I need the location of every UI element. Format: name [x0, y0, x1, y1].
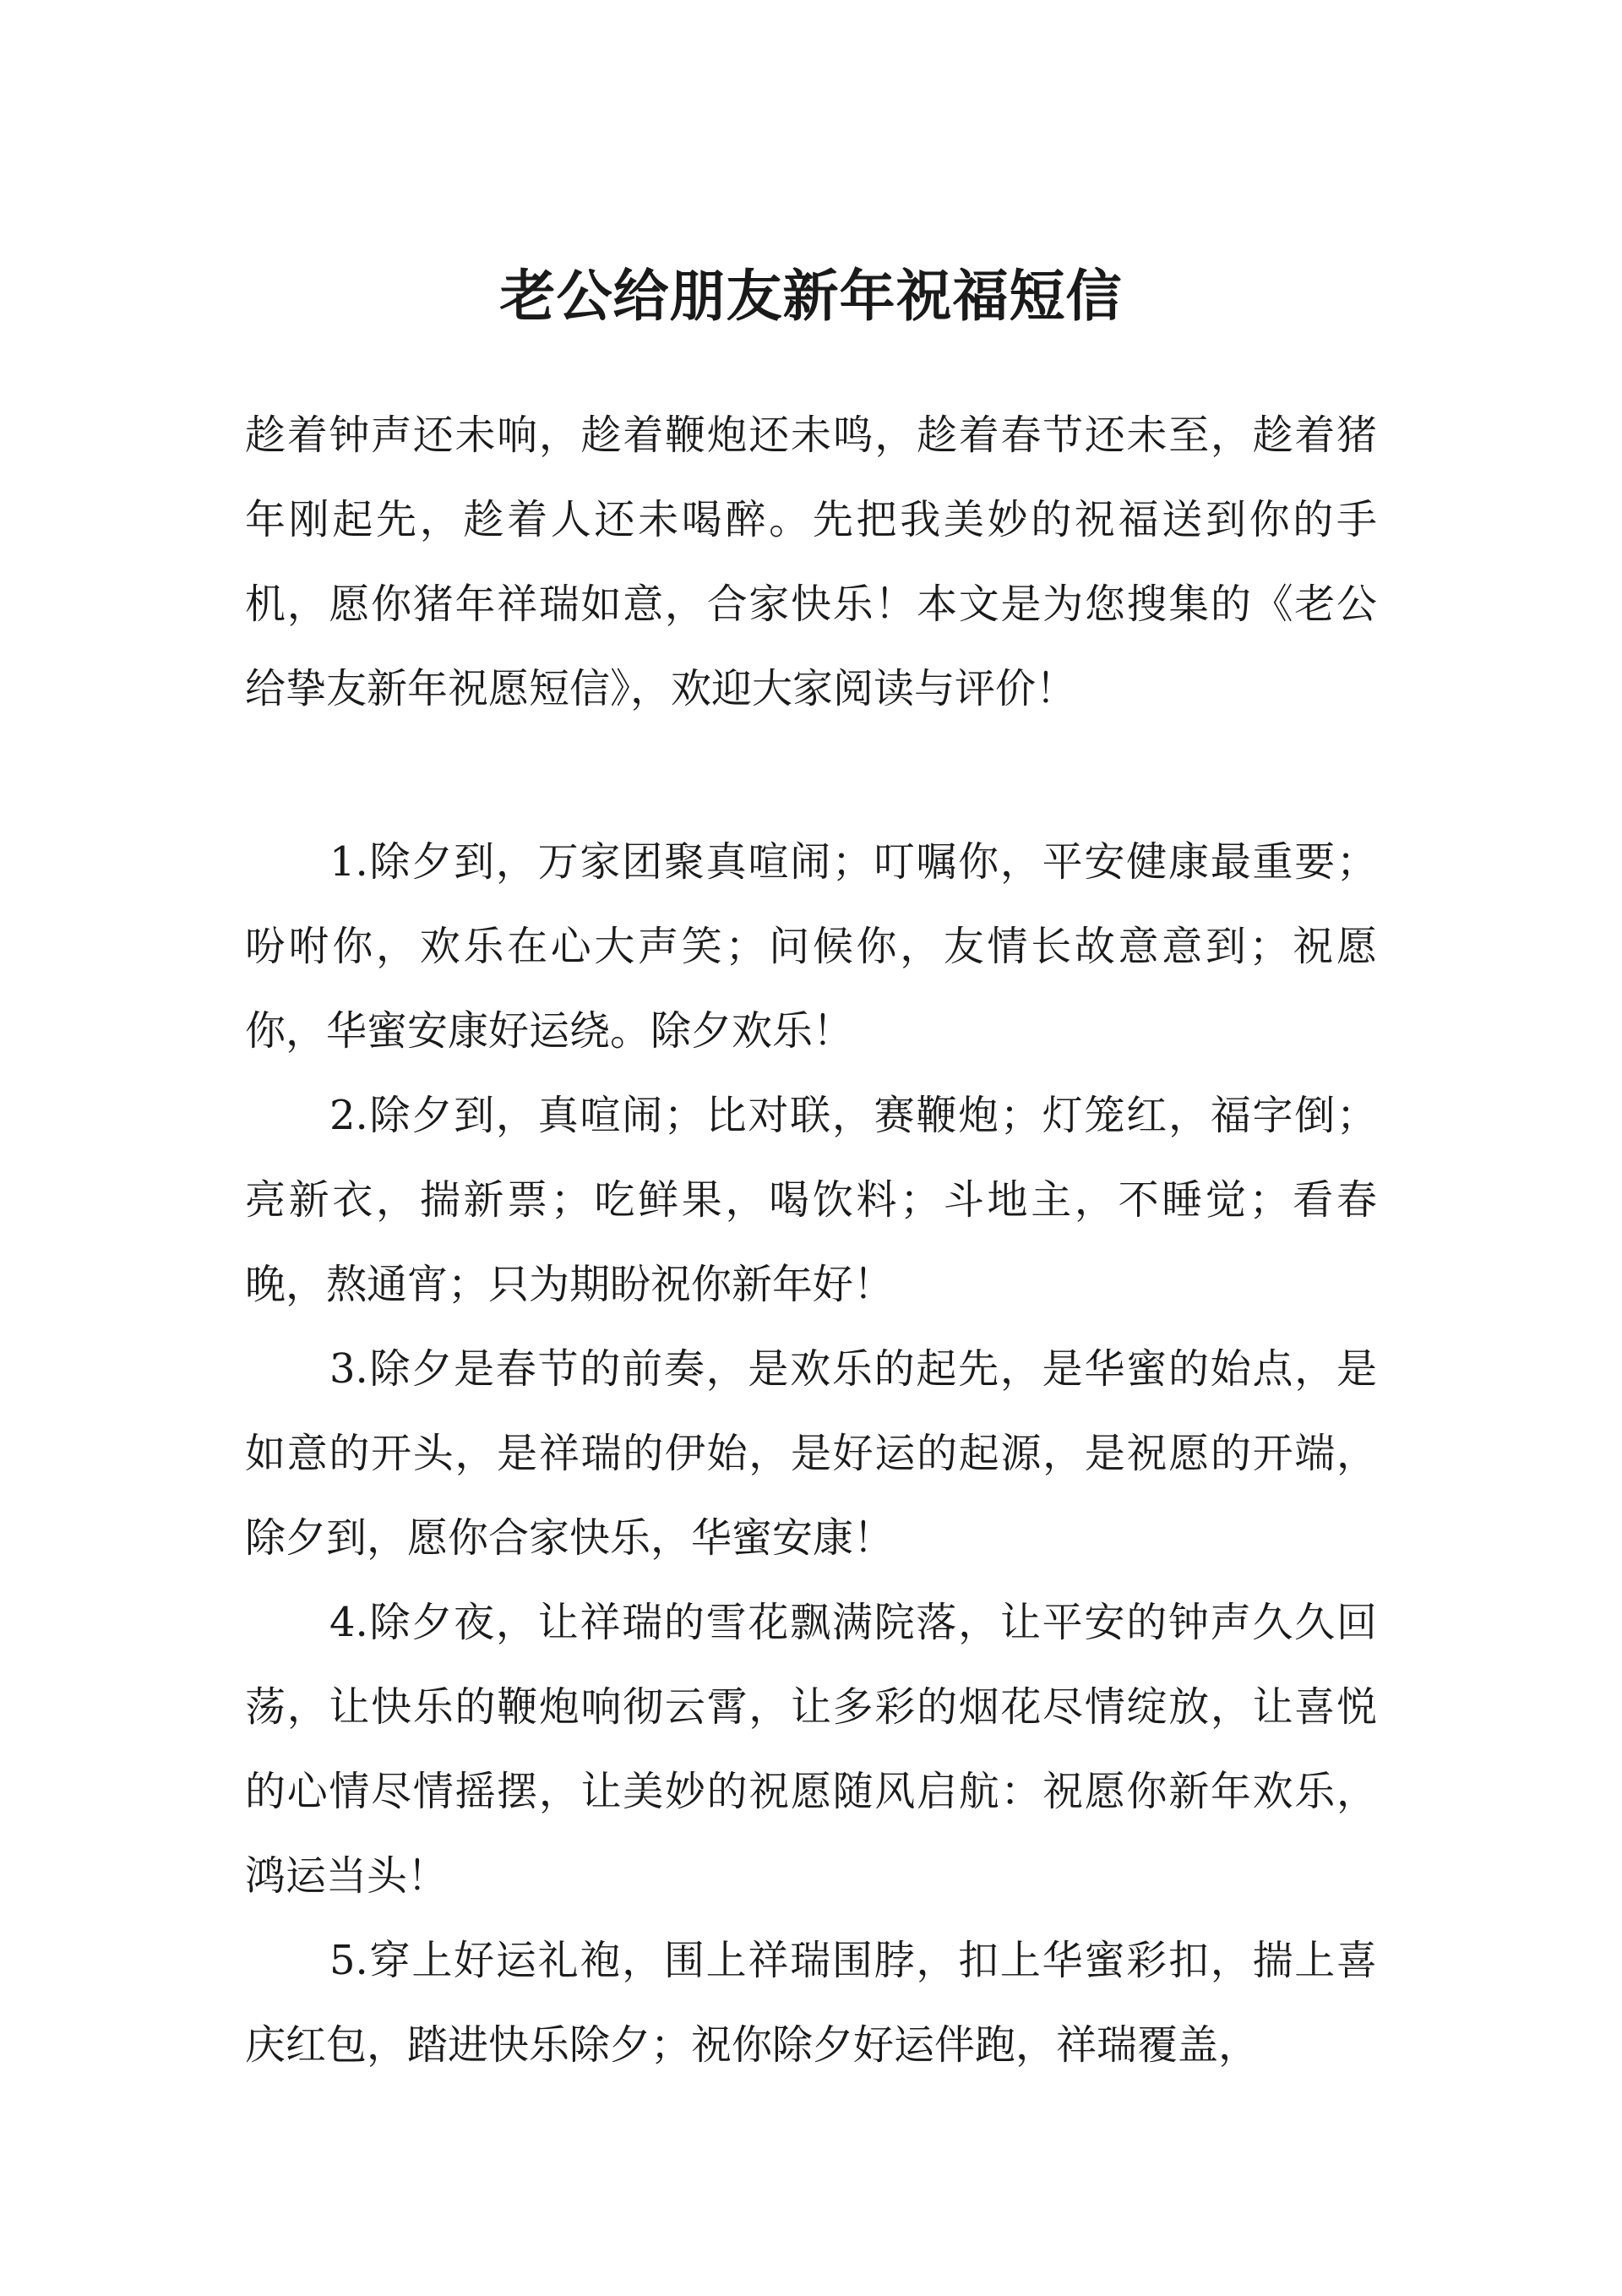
message-item-4: 4.除夕夜，让祥瑞的雪花飘满院落，让平安的钟声久久回荡，让快乐的鞭炮响彻云霄，让多彩的烟花尽情绽放，让喜悦的心情尽情摇摆，让美妙的祝愿随风启航：祝愿你新年欢乐，鸿运当头！ [245, 1599, 1377, 1900]
message-item-1: 1.除夕到，万家团聚真喧闹；叮嘱你，平安健康最重要；吩咐你，欢乐在心大声笑；问候你，友情长故意意到；祝愿你，华蜜安康好运绕。除夕欢乐！ [245, 838, 1377, 1055]
intro-paragraph: 趁着钟声还未响，趁着鞭炮还未鸣，趁着春节还未至，趁着猪年刚起先，趁着人还未喝醉。先把我美妙的祝福送到你的手机，愿你猪年祥瑞如意，合家快乐！本文是为您搜集的《老公给挚友新年祝愿短信》，欢迎大家阅读与评价！ [245, 412, 1377, 712]
message-item-5: 5.穿上好运礼袍，围上祥瑞围脖，扣上华蜜彩扣，揣上喜庆红包，踏进快乐除夕；祝你除夕好运伴跑，祥瑞覆盖， [245, 1937, 1377, 2069]
document-title: 老公给朋友新年祝福短信 [499, 263, 1123, 329]
message-item-2: 2.除夕到，真喧闹；比对联，赛鞭炮；灯笼红，福字倒；亮新衣，揣新票；吃鲜果，喝饮料；斗地主，不睡觉；看春晚，熬通宵；只为期盼祝你新年好！ [245, 1092, 1377, 1308]
message-list [245, 820, 1377, 2087]
message-item-3: 3.除夕是春节的前奏，是欢乐的起先，是华蜜的始点，是如意的开头，是祥瑞的伊始，是好运的起源，是祝愿的开端，除夕到，愿你合家快乐，华蜜安康！ [245, 1345, 1377, 1562]
